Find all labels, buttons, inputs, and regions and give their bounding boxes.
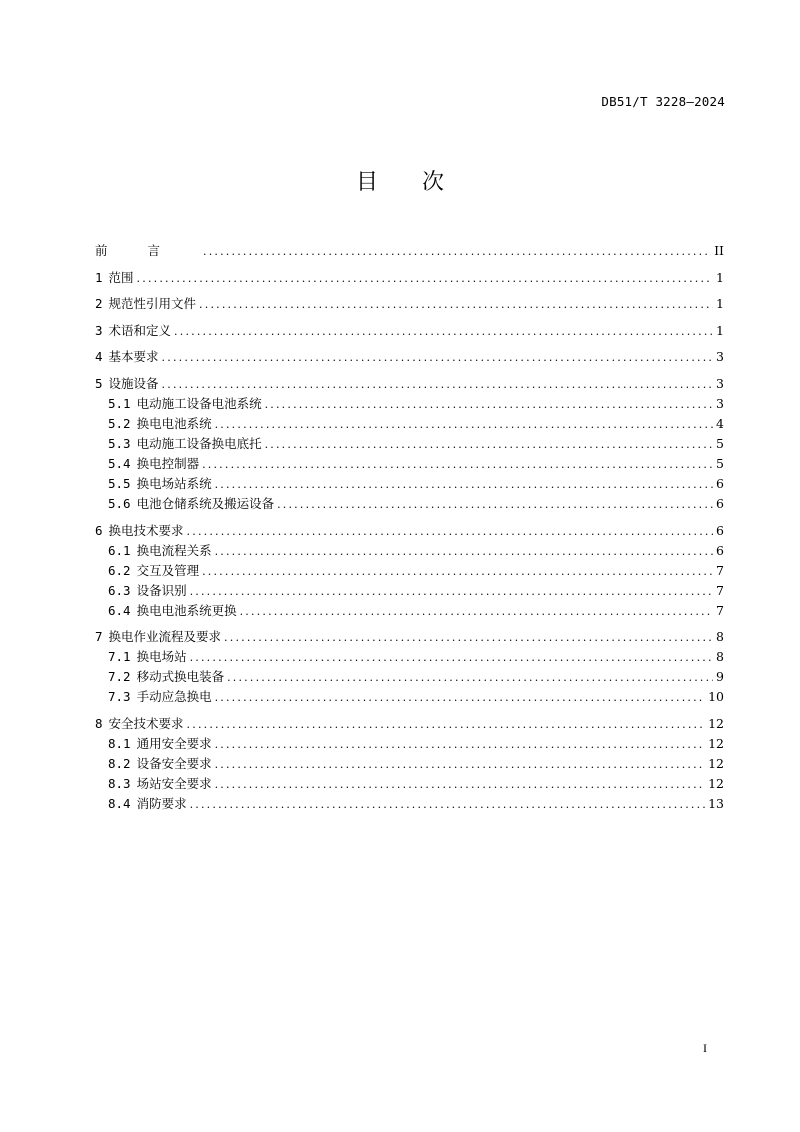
toc-entry-page: 10: [708, 689, 724, 705]
toc-entry-title: 换电电池系统: [136, 415, 212, 431]
toc-dot-leader: [277, 495, 713, 515]
toc-entry-page: 7: [716, 562, 724, 578]
toc-dot-leader: [215, 688, 706, 708]
toc-entry-number: 8.4: [108, 795, 131, 811]
toc-entry-number: 2: [95, 296, 103, 312]
toc-dot-leader: [190, 648, 713, 668]
toc-entry-page: 1: [716, 296, 724, 312]
toc-entry-title: 电池仓储系统及搬运设备: [136, 495, 275, 511]
toc-dot-leader: [203, 242, 711, 262]
toc-dot-leader: [215, 775, 706, 795]
toc-entry-number: 8.2: [108, 755, 131, 771]
toc-entry-page: 12: [708, 715, 724, 731]
toc-entry-page: 13: [708, 795, 724, 811]
toc-entry-title: 消防要求: [136, 795, 187, 811]
toc-entry-page: 6: [716, 475, 724, 491]
toc-entry[interactable]: [95, 347, 724, 367]
toc-entry[interactable]: [95, 454, 724, 474]
toc-entry[interactable]: [95, 321, 724, 341]
toc-dot-leader: [215, 475, 713, 495]
toc-entry-page: 6: [716, 495, 724, 511]
toc-entry-page: 4: [716, 415, 724, 431]
toc-dot-leader: [227, 668, 713, 688]
toc-entry[interactable]: [95, 521, 724, 541]
toc-entry[interactable]: [95, 734, 724, 754]
toc-entry-title: 换电控制器: [136, 455, 200, 471]
toc-entry-title: 设备安全要求: [136, 755, 212, 771]
toc-entry[interactable]: [95, 268, 724, 288]
toc-dot-leader: [240, 602, 713, 622]
toc-entry-page: 8: [716, 629, 724, 645]
toc-entry[interactable]: [95, 541, 724, 561]
toc-dot-leader: [137, 269, 714, 289]
toc-entry[interactable]: [95, 474, 724, 494]
toc-entry-title: 场站安全要求: [136, 775, 212, 791]
toc-entry-page: 12: [708, 775, 724, 791]
toc-dot-leader: [162, 375, 714, 395]
toc-entry-number: 5.1: [108, 395, 131, 411]
toc-dot-leader: [215, 542, 713, 562]
toc-entry-number: 7.2: [108, 669, 131, 685]
toc-entry-number: 6.4: [108, 602, 131, 618]
toc-entry-title: 基本要求: [108, 349, 159, 365]
toc-entry-number: 1: [95, 269, 103, 285]
toc-entry[interactable]: [95, 647, 724, 667]
toc-entry-page: 3: [716, 395, 724, 411]
toc-dot-leader: [265, 395, 713, 415]
toc-title: [0, 168, 800, 198]
toc-entry[interactable]: [95, 714, 724, 734]
toc-entry[interactable]: [95, 414, 724, 434]
toc-dot-leader: [265, 435, 713, 455]
toc-entry-page: 3: [716, 349, 724, 365]
toc-dot-leader: [215, 415, 713, 435]
toc-dot-leader: [190, 582, 713, 602]
toc-entry-title: 换电电池系统更换: [136, 602, 237, 618]
toc-entry-number: 6.2: [108, 562, 131, 578]
toc-entry[interactable]: [95, 374, 724, 394]
toc-entry-page: 9: [716, 669, 724, 685]
toc-entry-page: 7: [716, 582, 724, 598]
toc-entry-title: 术语和定义: [108, 322, 172, 338]
toc-entry-number: 5.3: [108, 435, 131, 451]
toc-entry-page: 5: [716, 455, 724, 471]
toc-dot-leader: [202, 562, 713, 582]
toc-entry-number: 5: [95, 375, 103, 391]
toc-entry-page: 12: [708, 755, 724, 771]
toc-entry-page: 1: [716, 269, 724, 285]
toc-dot-leader: [202, 455, 713, 475]
toc-entry[interactable]: [95, 601, 724, 621]
toc-entry-page: 7: [716, 602, 724, 618]
toc-entry-number: 8: [95, 715, 103, 731]
toc-entry-number: 8.3: [108, 775, 131, 791]
toc-entry-number: 7: [95, 629, 103, 645]
toc-entry-page: 8: [716, 649, 724, 665]
toc-entry-page: 6: [716, 542, 724, 558]
toc-entry-page: 5: [716, 435, 724, 451]
toc-dot-leader: [190, 795, 706, 815]
toc-entry-title: 换电技术要求: [108, 522, 184, 538]
toc-title-char-1: 目: [355, 170, 378, 195]
toc-entry-page: 12: [708, 735, 724, 751]
document-code: DB51/T 3228—2024: [601, 94, 725, 109]
toc-entry-title: 前言: [95, 243, 201, 258]
toc-entry[interactable]: [95, 434, 724, 454]
toc-entry[interactable]: [95, 794, 724, 814]
toc-entry-number: 4: [95, 349, 103, 365]
toc-entry-title: 换电作业流程及要求: [108, 629, 222, 645]
toc-entry-number: 6.3: [108, 582, 131, 598]
toc-entry[interactable]: [95, 294, 724, 314]
toc-dot-leader: [215, 735, 706, 755]
toc-entry[interactable]: [95, 667, 724, 687]
table-of-contents: [95, 241, 724, 814]
page-number: I: [703, 1041, 707, 1055]
toc-entry-page: 3: [716, 375, 724, 391]
toc-entry-number: 7.3: [108, 689, 131, 705]
toc-entry-title: 换电场站系统: [136, 475, 212, 491]
toc-entry[interactable]: [95, 754, 724, 774]
toc-entry-number: 5.6: [108, 495, 131, 511]
toc-entry-title: 通用安全要求: [136, 735, 212, 751]
toc-entry-title: 换电场站: [136, 649, 187, 665]
toc-entry-number: 5.4: [108, 455, 131, 471]
toc-entry-title: 安全技术要求: [108, 715, 184, 731]
toc-entry-number: 5.2: [108, 415, 131, 431]
toc-dot-leader: [199, 295, 713, 315]
toc-entry-title: 规范性引用文件: [108, 296, 197, 312]
toc-entry[interactable]: [95, 494, 724, 514]
toc-title-char-2: 次: [422, 170, 445, 195]
toc-entry-title: 手动应急换电: [136, 689, 212, 705]
toc-entry[interactable]: [95, 687, 724, 707]
toc-dot-leader: [162, 348, 714, 368]
toc-entry-title: 交互及管理: [136, 562, 200, 578]
toc-entry-page: 1: [716, 322, 724, 338]
toc-entry-title: 换电流程关系: [136, 542, 212, 558]
toc-entry-title: 电动施工设备换电底托: [136, 435, 262, 451]
toc-entry[interactable]: [95, 581, 724, 601]
toc-entry-title: 设备识别: [136, 582, 187, 598]
toc-dot-leader: [187, 522, 714, 542]
toc-entry-title: 范围: [108, 269, 134, 285]
toc-dot-leader: [224, 628, 713, 648]
toc-entry[interactable]: [95, 627, 724, 647]
toc-entry[interactable]: [95, 241, 724, 261]
toc-entry-number: 5.5: [108, 475, 131, 491]
toc-entry[interactable]: [95, 394, 724, 414]
toc-entry-number: 7.1: [108, 649, 131, 665]
toc-entry-title: 移动式换电装备: [136, 669, 225, 685]
toc-entry-title: 电动施工设备电池系统: [136, 395, 262, 411]
toc-entry-page: 6: [716, 522, 724, 538]
toc-entry[interactable]: [95, 561, 724, 581]
toc-entry-number: 6: [95, 522, 103, 538]
toc-entry-title: 设施设备: [108, 375, 159, 391]
toc-dot-leader: [187, 715, 706, 735]
toc-entry[interactable]: [95, 774, 724, 794]
toc-dot-leader: [215, 755, 706, 775]
toc-entry-number: 8.1: [108, 735, 131, 751]
toc-entry-page: II: [714, 243, 724, 258]
toc-entry-number: 6.1: [108, 542, 131, 558]
toc-entry-number: 3: [95, 322, 103, 338]
toc-dot-leader: [174, 322, 713, 342]
